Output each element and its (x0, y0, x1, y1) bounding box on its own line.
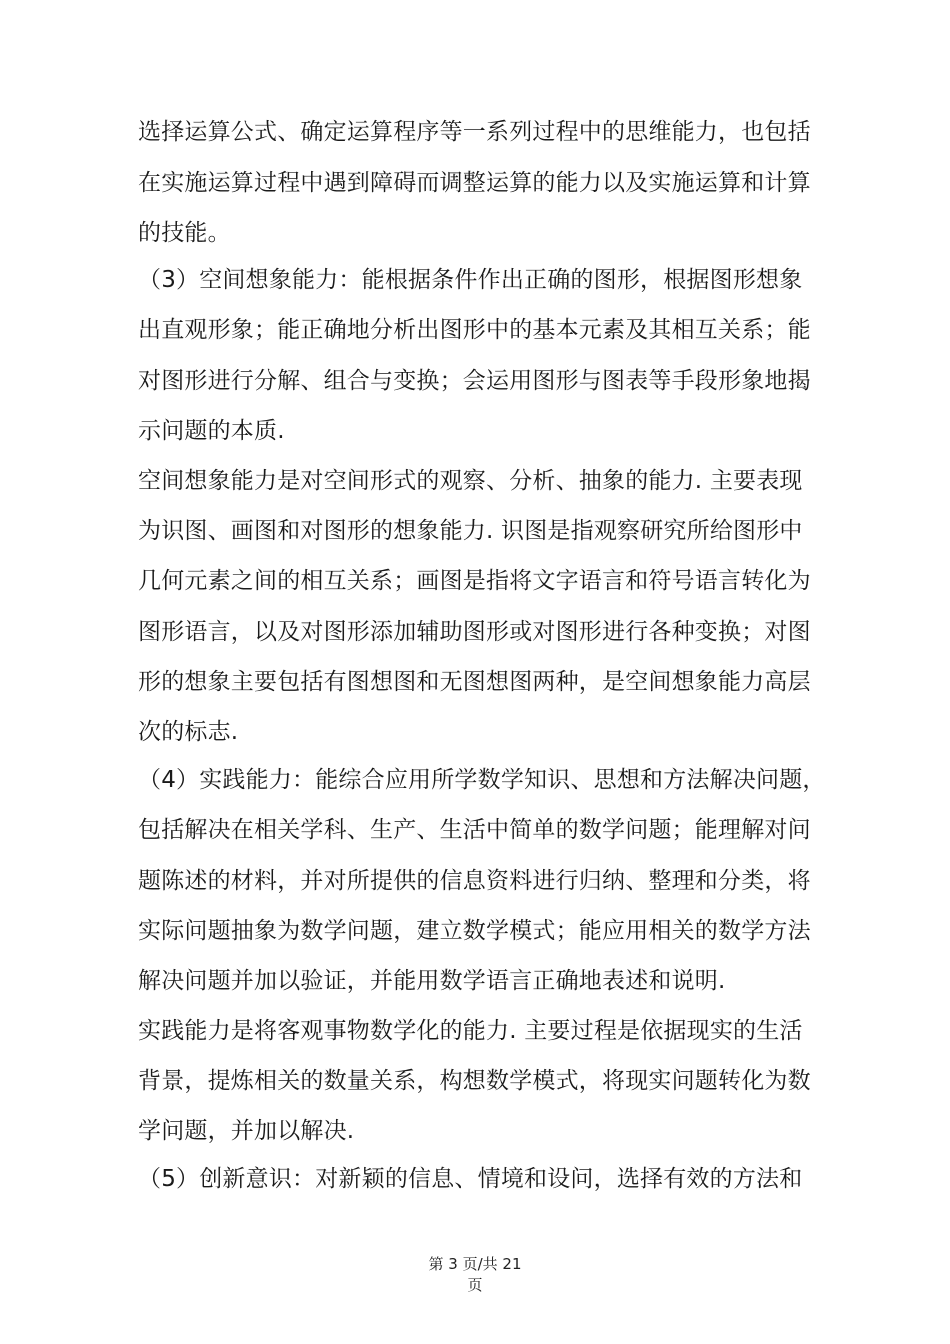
text-line: （4）实践能力：能综合应用所学数学知识、思想和方法解决问题， (138, 767, 826, 793)
text-line: 出直观形象；能正确地分析出图形中的基本元素及其相互关系；能 (138, 317, 811, 343)
text-line: 实践能力是将客观事物数学化的能力. 主要过程是依据现实的生活 (138, 1018, 803, 1044)
page-number: 第 3 页/共 21 (428, 1255, 522, 1273)
page-number-continued: 页 (467, 1276, 483, 1294)
text-line: （5）创新意识：对新颖的信息、情境和设问，选择有效的方法和 (138, 1166, 803, 1192)
text-line: 图形语言，以及对图形添加辅助图形或对图形进行各种变换；对图 (138, 619, 811, 645)
text-line: 题陈述的材料，并对所提供的信息资料进行归纳、整理和分类，将 (138, 868, 811, 894)
text-line: 的技能。 (138, 220, 231, 246)
text-line: 形的想象主要包括有图想图和无图想图两种，是空间想象能力高层 (138, 669, 811, 695)
text-line: 选择运算公式、确定运算程序等一系列过程中的思维能力，也包括 (138, 119, 811, 145)
text-line: 解决问题并加以验证，并能用数学语言正确地表述和说明. (138, 968, 726, 994)
text-line: 对图形进行分解、组合与变换；会运用图形与图表等手段形象地揭 (138, 368, 811, 394)
text-line: 背景，提炼相关的数量关系，构想数学模式，将现实问题转化为数 (138, 1068, 811, 1094)
text-line: 为识图、画图和对图形的想象能力. 识图是指观察研究所给图形中 (138, 518, 803, 544)
text-line: 学问题，并加以解决. (138, 1118, 355, 1144)
text-line: 实际问题抽象为数学问题，建立数学模式；能应用相关的数学方法 (138, 918, 811, 944)
text-line: 几何元素之间的相互关系；画图是指将文字语言和符号语言转化为 (138, 568, 811, 594)
text-line: 在实施运算过程中遇到障碍而调整运算的能力以及实施运算和计算 (138, 170, 811, 196)
text-line: 次的标志. (138, 719, 239, 745)
text-line: 空间想象能力是对空间形式的观察、分析、抽象的能力. 主要表现 (138, 468, 803, 494)
text-line: 包括解决在相关学科、生产、生活中简单的数学问题；能理解对问 (138, 817, 811, 843)
text-line: （3）空间想象能力：能根据条件作出正确的图形，根据图形想象 (138, 267, 803, 293)
text-line: 示问题的本质. (138, 418, 285, 444)
